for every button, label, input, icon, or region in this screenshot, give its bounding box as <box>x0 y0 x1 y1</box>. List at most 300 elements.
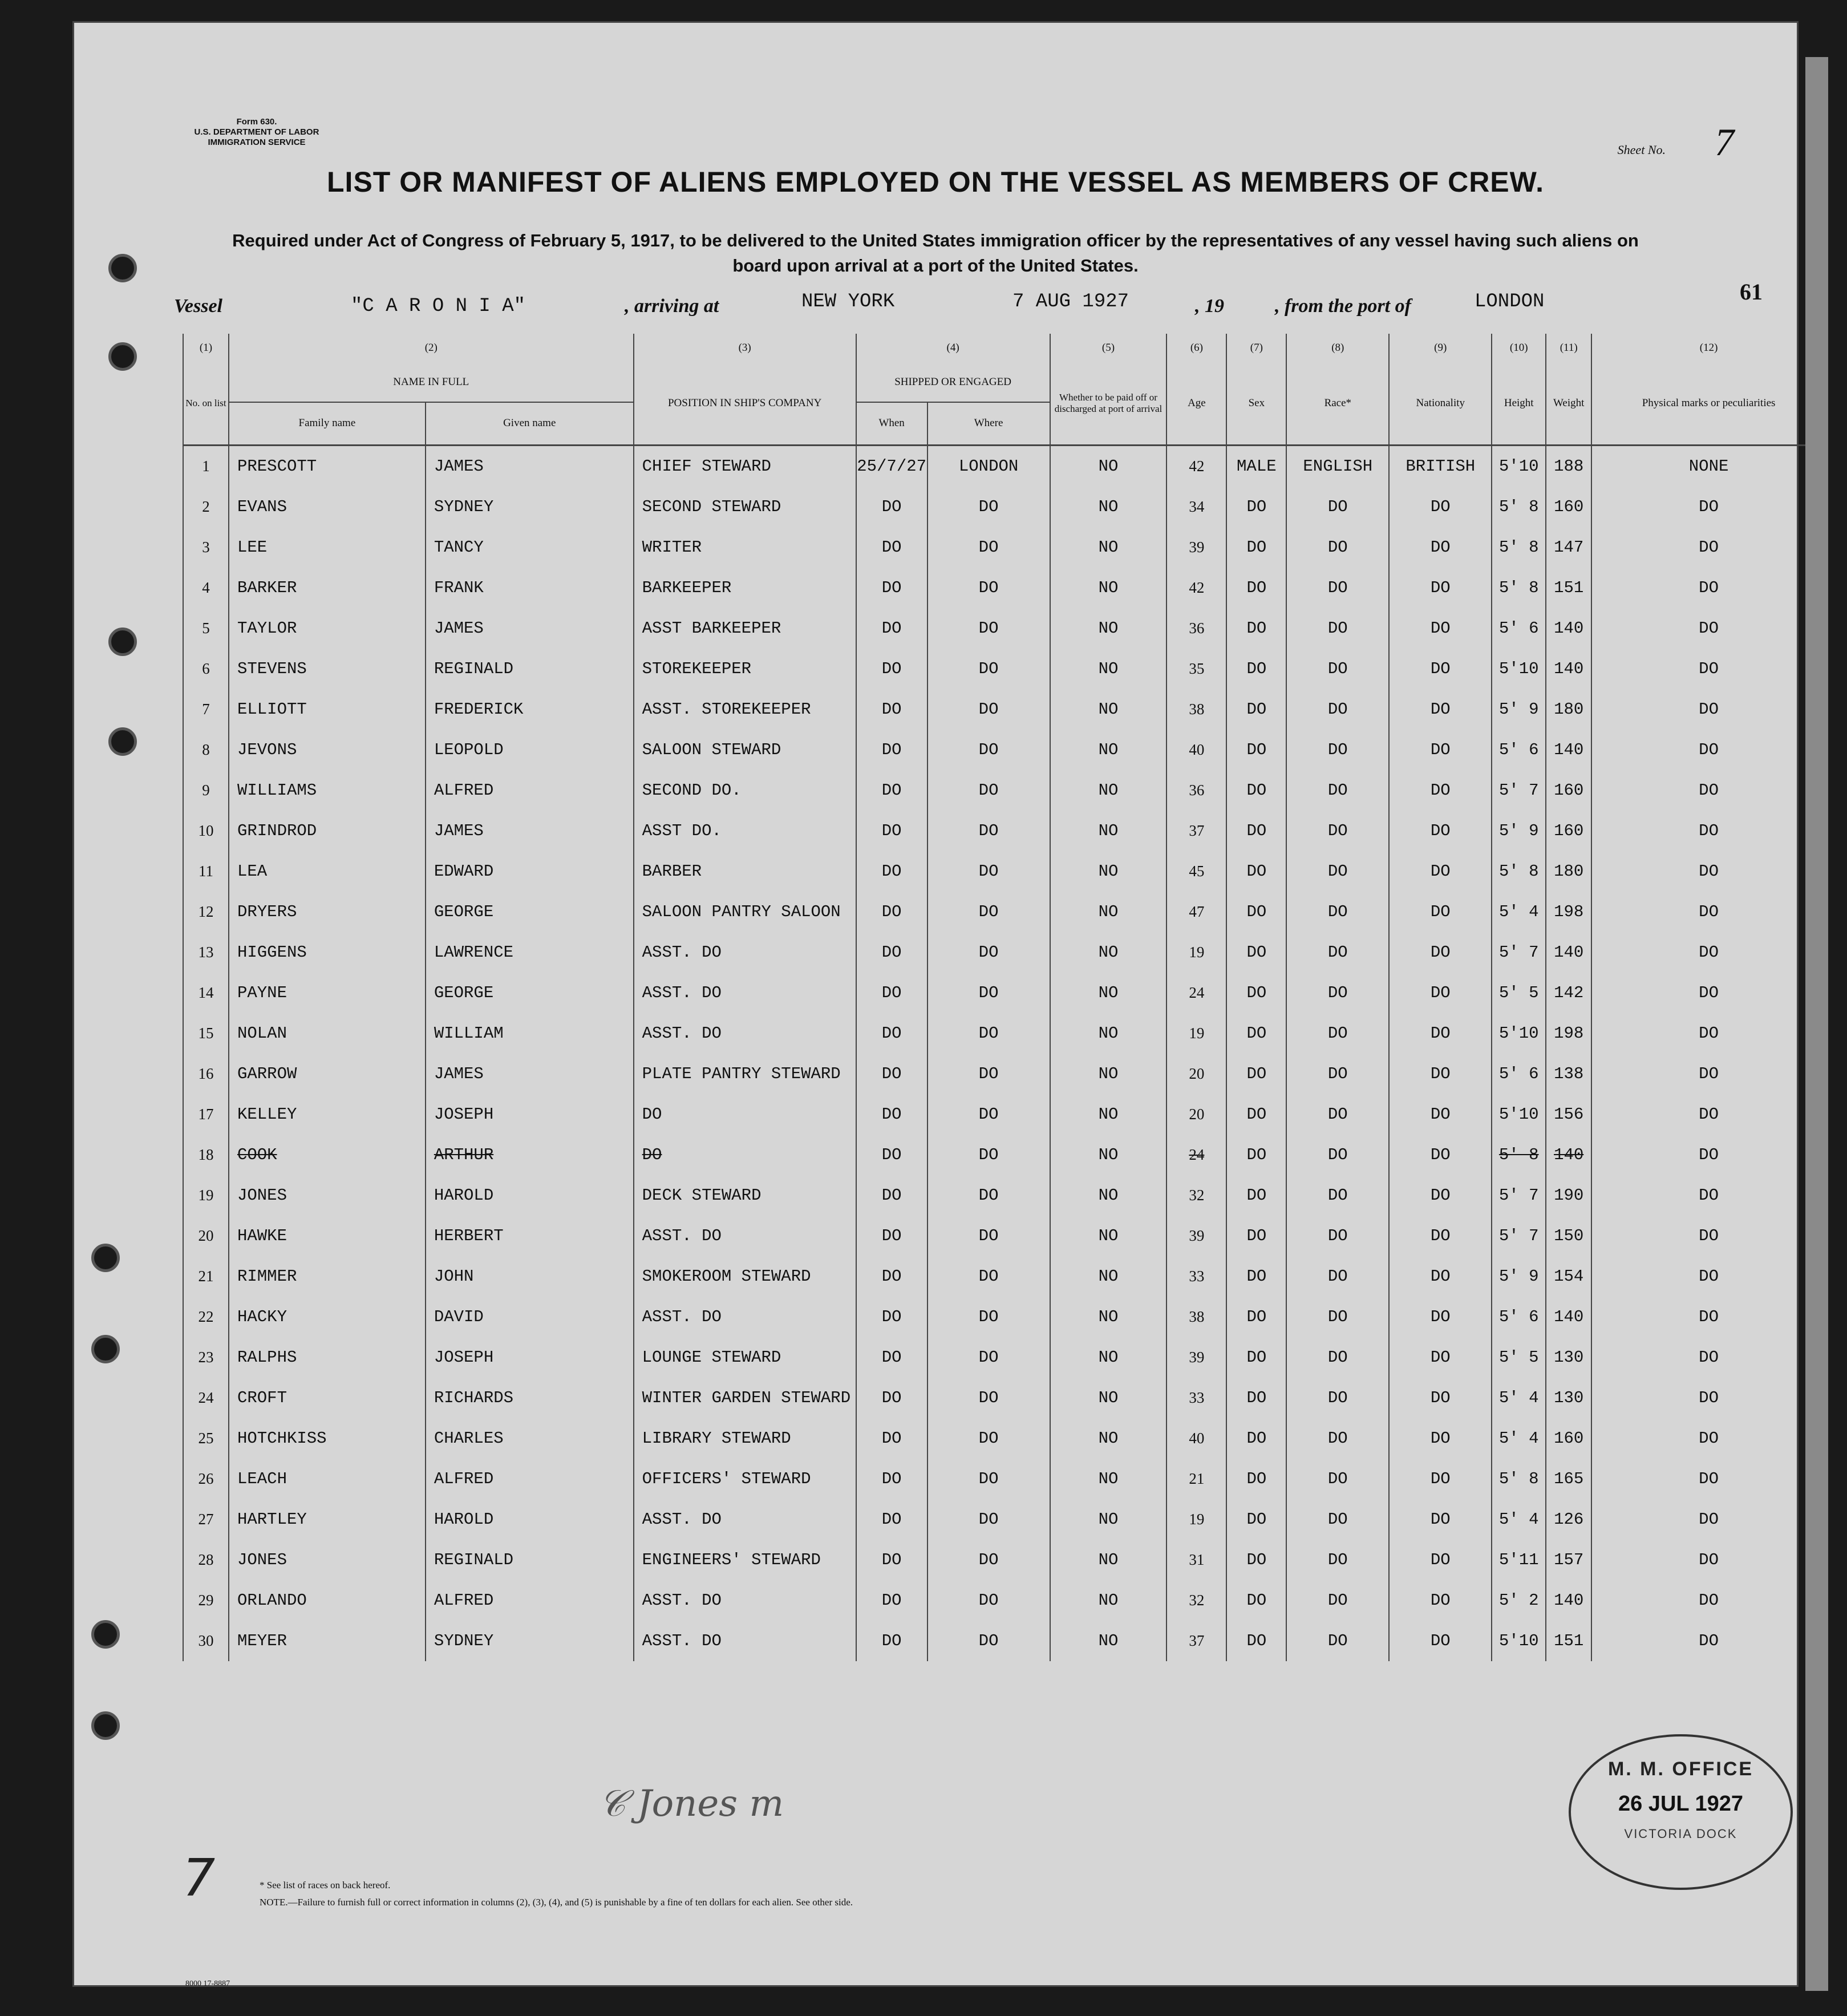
shipped-where-cell: DO <box>927 1499 1050 1540</box>
age-cell: 32 <box>1166 1580 1226 1621</box>
col-num: (6) <box>1166 334 1226 362</box>
height-cell: 5' 6 <box>1492 1297 1546 1337</box>
height-cell: 5' 8 <box>1492 527 1546 568</box>
col-num: (1) <box>183 334 229 362</box>
row-number-cell: 18 <box>183 1135 229 1175</box>
family-name-cell: KELLEY <box>229 1094 426 1135</box>
physical-marks-cell: DO <box>1591 1297 1825 1337</box>
arriving-label: , arriving at <box>625 295 719 317</box>
table-row <box>183 689 1825 730</box>
age-cell: 47 <box>1166 892 1226 932</box>
position-cell: LIBRARY STEWARD <box>634 1418 856 1459</box>
weight-cell: 126 <box>1546 1499 1591 1540</box>
family-name-cell: RALPHS <box>229 1337 426 1378</box>
given-name-cell: JOHN <box>426 1256 634 1297</box>
position-cell: ASST. DO <box>634 973 856 1013</box>
sex-cell: DO <box>1226 932 1286 973</box>
paid-off-cell: NO <box>1050 1175 1167 1216</box>
weight-cell: 140 <box>1546 649 1591 689</box>
physical-marks-cell: DO <box>1591 1216 1825 1256</box>
given-name-cell: FREDERICK <box>426 689 634 730</box>
position-cell: DECK STEWARD <box>634 1175 856 1216</box>
sheet-number: 7 <box>1715 120 1734 164</box>
paid-off-cell: NO <box>1050 1499 1167 1540</box>
age-cell: 36 <box>1166 770 1226 811</box>
given-name-cell: FRANK <box>426 568 634 608</box>
age-cell: 35 <box>1166 649 1226 689</box>
page-number: 61 <box>1740 279 1763 305</box>
sex-cell: DO <box>1226 608 1286 649</box>
paid-off-cell: NO <box>1050 730 1167 770</box>
position-cell: ASST. DO <box>634 1216 856 1256</box>
physical-marks-cell: DO <box>1591 527 1825 568</box>
penalty-note: NOTE.—Failure to furnish full or correct information in columns (2), (3), (4), and (5) is punishable by a fine of ten dollars for each alien. See other side. <box>260 1897 853 1908</box>
given-name-cell: LAWRENCE <box>426 932 634 973</box>
nationality-cell: DO <box>1389 689 1492 730</box>
position-cell: BARBER <box>634 851 856 892</box>
given-name-cell: REGINALD <box>426 649 634 689</box>
year-label: , 19 <box>1195 295 1224 317</box>
shipped-where-cell: DO <box>927 1216 1050 1256</box>
race-cell: DO <box>1286 1621 1389 1661</box>
weight-cell: 160 <box>1546 811 1591 851</box>
nationality-cell: DO <box>1389 1216 1492 1256</box>
height-cell: 5' 7 <box>1492 932 1546 973</box>
shipped-when-cell: DO <box>856 527 927 568</box>
form-header-block <box>137 117 376 148</box>
physical-marks-cell: DO <box>1591 1378 1825 1418</box>
family-name-cell: TAYLOR <box>229 608 426 649</box>
shipped-where-cell: DO <box>927 487 1050 527</box>
punch-hole <box>108 254 137 282</box>
shipped-where-cell: DO <box>927 973 1050 1013</box>
row-number-cell: 16 <box>183 1054 229 1094</box>
sex-cell: DO <box>1226 1094 1286 1135</box>
row-number-cell: 28 <box>183 1540 229 1580</box>
family-name-cell: ELLIOTT <box>229 689 426 730</box>
position-cell: ASST. DO <box>634 1013 856 1054</box>
family-name-cell: RIMMER <box>229 1256 426 1297</box>
sheet-label: Sheet No. <box>1617 143 1666 157</box>
sex-cell: DO <box>1226 527 1286 568</box>
race-note: * See list of races on back hereof. <box>260 1880 391 1890</box>
nationality-cell: DO <box>1389 1459 1492 1499</box>
given-name-cell: GEORGE <box>426 892 634 932</box>
sex-cell: DO <box>1226 1297 1286 1337</box>
nationality-cell: DO <box>1389 1054 1492 1094</box>
stamp-date: 26 JUL 1927 <box>1618 1792 1744 1816</box>
weight-cell: 130 <box>1546 1337 1591 1378</box>
header-name-in-full: NAME IN FULL <box>229 362 634 402</box>
vessel-name: "C A R O N I A" <box>351 295 526 317</box>
shipped-when-cell: DO <box>856 1499 927 1540</box>
punch-hole <box>91 1335 120 1363</box>
weight-cell: 190 <box>1546 1175 1591 1216</box>
shipped-where-cell: DO <box>927 1378 1050 1418</box>
weight-cell: 180 <box>1546 689 1591 730</box>
nationality-cell: DO <box>1389 1094 1492 1135</box>
shipped-when-cell: DO <box>856 568 927 608</box>
given-name-cell: ARTHUR <box>426 1135 634 1175</box>
age-cell: 36 <box>1166 608 1226 649</box>
nationality-cell: DO <box>1389 851 1492 892</box>
shipped-when-cell: DO <box>856 1135 927 1175</box>
race-cell: DO <box>1286 730 1389 770</box>
family-name-cell: BARKER <box>229 568 426 608</box>
header-age: Age <box>1166 362 1226 445</box>
shipped-when-cell: DO <box>856 932 927 973</box>
race-cell: DO <box>1286 1297 1389 1337</box>
col-num: (12) <box>1591 334 1825 362</box>
row-number-cell: 5 <box>183 608 229 649</box>
weight-cell: 160 <box>1546 770 1591 811</box>
given-name-cell: ALFRED <box>426 1580 634 1621</box>
given-name-cell: TANCY <box>426 527 634 568</box>
nationality-cell: DO <box>1389 892 1492 932</box>
nationality-cell: DO <box>1389 973 1492 1013</box>
table-row <box>183 1337 1825 1378</box>
shipped-where-cell: DO <box>927 1094 1050 1135</box>
page-title: LIST OR MANIFEST OF ALIENS EMPLOYED ON THE VESSEL AS MEMBERS OF CREW. <box>327 166 1544 198</box>
shipped-when-cell: DO <box>856 1337 927 1378</box>
height-cell: 5' 9 <box>1492 689 1546 730</box>
position-cell: ASST. DO <box>634 1580 856 1621</box>
sex-cell: DO <box>1226 689 1286 730</box>
race-cell: DO <box>1286 1135 1389 1175</box>
paid-off-cell: NO <box>1050 1135 1167 1175</box>
table-row <box>183 932 1825 973</box>
given-name-cell: JOSEPH <box>426 1094 634 1135</box>
weight-cell: 151 <box>1546 568 1591 608</box>
sex-cell: DO <box>1226 487 1286 527</box>
race-cell: DO <box>1286 932 1389 973</box>
given-name-cell: ALFRED <box>426 770 634 811</box>
family-name-cell: GARROW <box>229 1054 426 1094</box>
height-cell: 5'10 <box>1492 445 1546 487</box>
table-row <box>183 1054 1825 1094</box>
physical-marks-cell: DO <box>1591 1418 1825 1459</box>
table-row <box>183 851 1825 892</box>
age-cell: 32 <box>1166 1175 1226 1216</box>
position-cell: PLATE PANTRY STEWARD <box>634 1054 856 1094</box>
position-cell: ASST. STOREKEEPER <box>634 689 856 730</box>
height-cell: 5' 7 <box>1492 770 1546 811</box>
physical-marks-cell: NONE <box>1591 445 1825 487</box>
weight-cell: 140 <box>1546 1135 1591 1175</box>
family-name-cell: STEVENS <box>229 649 426 689</box>
given-name-cell: JAMES <box>426 1054 634 1094</box>
paid-off-cell: NO <box>1050 689 1167 730</box>
shipped-where-cell: DO <box>927 1459 1050 1499</box>
weight-cell: 140 <box>1546 1297 1591 1337</box>
nationality-cell: DO <box>1389 1297 1492 1337</box>
age-cell: 42 <box>1166 568 1226 608</box>
shipped-where-cell: DO <box>927 1418 1050 1459</box>
weight-cell: 138 <box>1546 1054 1591 1094</box>
given-name-cell: CHARLES <box>426 1418 634 1459</box>
row-number-cell: 27 <box>183 1499 229 1540</box>
shipped-where-cell: DO <box>927 1013 1050 1054</box>
shipped-when-cell: DO <box>856 1216 927 1256</box>
weight-cell: 160 <box>1546 1418 1591 1459</box>
nationality-cell: DO <box>1389 1337 1492 1378</box>
height-cell: 5' 6 <box>1492 608 1546 649</box>
punch-hole <box>108 342 137 371</box>
row-number-cell: 24 <box>183 1378 229 1418</box>
paid-off-cell: NO <box>1050 527 1167 568</box>
race-cell: DO <box>1286 689 1389 730</box>
family-name-cell: EVANS <box>229 487 426 527</box>
shipped-when-cell: DO <box>856 730 927 770</box>
given-name-cell: EDWARD <box>426 851 634 892</box>
sex-cell: DO <box>1226 1013 1286 1054</box>
age-cell: 39 <box>1166 1216 1226 1256</box>
sex-cell: DO <box>1226 1499 1286 1540</box>
row-number-cell: 13 <box>183 932 229 973</box>
weight-cell: 165 <box>1546 1459 1591 1499</box>
given-name-cell: GEORGE <box>426 973 634 1013</box>
race-cell: DO <box>1286 892 1389 932</box>
position-cell: ASST. DO <box>634 932 856 973</box>
shipped-where-cell: DO <box>927 1297 1050 1337</box>
height-cell: 5' 2 <box>1492 1580 1546 1621</box>
physical-marks-cell: DO <box>1591 1499 1825 1540</box>
age-cell: 33 <box>1166 1378 1226 1418</box>
col-num: (2) <box>229 334 634 362</box>
nationality-cell: DO <box>1389 811 1492 851</box>
age-cell: 19 <box>1166 1013 1226 1054</box>
race-cell: DO <box>1286 649 1389 689</box>
col-num: (10) <box>1492 334 1546 362</box>
physical-marks-cell: DO <box>1591 1540 1825 1580</box>
physical-marks-cell: DO <box>1591 1256 1825 1297</box>
row-number-cell: 30 <box>183 1621 229 1661</box>
weight-cell: 140 <box>1546 608 1591 649</box>
race-cell: DO <box>1286 1337 1389 1378</box>
physical-marks-cell: DO <box>1591 1094 1825 1135</box>
paid-off-cell: NO <box>1050 1094 1167 1135</box>
table-row <box>183 527 1825 568</box>
table-row <box>183 1378 1825 1418</box>
age-cell: 21 <box>1166 1459 1226 1499</box>
given-name-cell: RICHARDS <box>426 1378 634 1418</box>
office-stamp <box>1569 1734 1793 1890</box>
age-cell: 38 <box>1166 1297 1226 1337</box>
table-row <box>183 1418 1825 1459</box>
given-name-cell: JAMES <box>426 811 634 851</box>
nationality-cell: DO <box>1389 770 1492 811</box>
height-cell: 5' 8 <box>1492 1459 1546 1499</box>
family-name-cell: HARTLEY <box>229 1499 426 1540</box>
table-row <box>183 1499 1825 1540</box>
given-name-cell: HAROLD <box>426 1499 634 1540</box>
physical-marks-cell: DO <box>1591 1580 1825 1621</box>
physical-marks-cell: DO <box>1591 1135 1825 1175</box>
family-name-cell: WILLIAMS <box>229 770 426 811</box>
weight-cell: 188 <box>1546 445 1591 487</box>
weight-cell: 198 <box>1546 892 1591 932</box>
age-cell: 37 <box>1166 1621 1226 1661</box>
shipped-where-cell: DO <box>927 851 1050 892</box>
punch-hole <box>91 1711 120 1740</box>
weight-cell: 150 <box>1546 1216 1591 1256</box>
shipped-where-cell: DO <box>927 892 1050 932</box>
row-number-cell: 20 <box>183 1216 229 1256</box>
shipped-when-cell: DO <box>856 851 927 892</box>
age-cell: 40 <box>1166 1418 1226 1459</box>
race-cell: DO <box>1286 568 1389 608</box>
paid-off-cell: NO <box>1050 770 1167 811</box>
position-cell: SECOND STEWARD <box>634 487 856 527</box>
race-cell: DO <box>1286 1013 1389 1054</box>
shipped-when-cell: DO <box>856 689 927 730</box>
manifest-page <box>74 23 1797 1988</box>
shipped-when-cell: DO <box>856 487 927 527</box>
height-cell: 5' 8 <box>1492 487 1546 527</box>
height-cell: 5' 4 <box>1492 1499 1546 1540</box>
race-cell: DO <box>1286 811 1389 851</box>
race-cell: DO <box>1286 1540 1389 1580</box>
race-cell: DO <box>1286 1378 1389 1418</box>
row-number-cell: 14 <box>183 973 229 1013</box>
shipped-where-cell: DO <box>927 1580 1050 1621</box>
physical-marks-cell: DO <box>1591 568 1825 608</box>
row-number-cell: 2 <box>183 487 229 527</box>
service-name: IMMIGRATION SERVICE <box>208 137 306 147</box>
physical-marks-cell: DO <box>1591 1013 1825 1054</box>
weight-cell: 151 <box>1546 1621 1591 1661</box>
row-number-cell: 8 <box>183 730 229 770</box>
given-name-cell: WILLIAM <box>426 1013 634 1054</box>
weight-cell: 198 <box>1546 1013 1591 1054</box>
nationality-cell: DO <box>1389 568 1492 608</box>
row-number-cell: 7 <box>183 689 229 730</box>
header-race: Race* <box>1286 362 1389 445</box>
handwritten-mark: 7 <box>183 1848 216 1908</box>
physical-marks-cell: DO <box>1591 1459 1825 1499</box>
paid-off-cell: NO <box>1050 1378 1167 1418</box>
age-cell: 34 <box>1166 487 1226 527</box>
nationality-cell: DO <box>1389 1175 1492 1216</box>
position-cell: ASST. DO <box>634 1297 856 1337</box>
table-row <box>183 1580 1825 1621</box>
height-cell: 5'10 <box>1492 1013 1546 1054</box>
race-cell: DO <box>1286 973 1389 1013</box>
row-number-cell: 21 <box>183 1256 229 1297</box>
race-cell: DO <box>1286 1459 1389 1499</box>
sex-cell: DO <box>1226 568 1286 608</box>
col-num: (4) <box>856 334 1050 362</box>
shipped-where-cell: DO <box>927 1054 1050 1094</box>
header-paid-off: Whether to be paid off or discharged at port of arrival <box>1050 362 1167 445</box>
shipped-when-cell: DO <box>856 1013 927 1054</box>
sex-cell: DO <box>1226 851 1286 892</box>
punch-hole <box>91 1620 120 1649</box>
given-name-cell: JAMES <box>426 445 634 487</box>
nationality-cell: DO <box>1389 1580 1492 1621</box>
table-row <box>183 973 1825 1013</box>
race-cell: DO <box>1286 608 1389 649</box>
physical-marks-cell: DO <box>1591 1621 1825 1661</box>
header-shipped: SHIPPED OR ENGAGED <box>856 362 1050 402</box>
shipped-when-cell: DO <box>856 892 927 932</box>
nationality-cell: DO <box>1389 1378 1492 1418</box>
paid-off-cell: NO <box>1050 1337 1167 1378</box>
shipped-where-cell: DO <box>927 568 1050 608</box>
family-name-cell: HACKY <box>229 1297 426 1337</box>
sex-cell: DO <box>1226 892 1286 932</box>
shipped-when-cell: DO <box>856 1094 927 1135</box>
shipped-where-cell: DO <box>927 527 1050 568</box>
race-cell: DO <box>1286 1418 1389 1459</box>
height-cell: 5' 5 <box>1492 973 1546 1013</box>
punch-hole <box>108 727 137 756</box>
shipped-where-cell: DO <box>927 1337 1050 1378</box>
sex-cell: DO <box>1226 1418 1286 1459</box>
header-sex: Sex <box>1226 362 1286 445</box>
age-cell: 31 <box>1166 1540 1226 1580</box>
given-name-cell: HAROLD <box>426 1175 634 1216</box>
sex-cell: DO <box>1226 1540 1286 1580</box>
table-row <box>183 445 1825 487</box>
family-name-cell: HAWKE <box>229 1216 426 1256</box>
physical-marks-cell: DO <box>1591 608 1825 649</box>
row-number-cell: 25 <box>183 1418 229 1459</box>
shipped-where-cell: DO <box>927 1621 1050 1661</box>
given-name-cell: LEOPOLD <box>426 730 634 770</box>
race-cell: DO <box>1286 1256 1389 1297</box>
position-cell: DO <box>634 1135 856 1175</box>
nationality-cell: DO <box>1389 608 1492 649</box>
physical-marks-cell: DO <box>1591 932 1825 973</box>
sex-cell: DO <box>1226 770 1286 811</box>
race-cell: DO <box>1286 1580 1389 1621</box>
race-cell: DO <box>1286 527 1389 568</box>
given-name-cell: ALFRED <box>426 1459 634 1499</box>
paid-off-cell: NO <box>1050 487 1167 527</box>
shipped-when-cell: DO <box>856 1621 927 1661</box>
family-name-cell: COOK <box>229 1135 426 1175</box>
race-cell: DO <box>1286 1175 1389 1216</box>
family-name-cell: GRINDROD <box>229 811 426 851</box>
height-cell: 5' 5 <box>1492 1337 1546 1378</box>
header-no-on-list: No. on list <box>183 362 229 445</box>
age-cell: 24 <box>1166 973 1226 1013</box>
row-number-cell: 1 <box>183 445 229 487</box>
shipped-when-cell: 25/7/27 <box>856 445 927 487</box>
family-name-cell: LEA <box>229 851 426 892</box>
paid-off-cell: NO <box>1050 932 1167 973</box>
paid-off-cell: NO <box>1050 608 1167 649</box>
sex-cell: DO <box>1226 1621 1286 1661</box>
sex-cell: DO <box>1226 811 1286 851</box>
position-cell: DO <box>634 1094 856 1135</box>
weight-cell: 140 <box>1546 1580 1591 1621</box>
given-name-cell: SYDNEY <box>426 487 634 527</box>
shipped-when-cell: DO <box>856 1418 927 1459</box>
header-when: When <box>856 402 927 445</box>
weight-cell: 140 <box>1546 932 1591 973</box>
family-name-cell: HIGGENS <box>229 932 426 973</box>
table-row <box>183 568 1825 608</box>
row-number-cell: 22 <box>183 1297 229 1337</box>
position-cell: ASST DO. <box>634 811 856 851</box>
col-num: (3) <box>634 334 856 362</box>
race-cell: DO <box>1286 1094 1389 1135</box>
position-cell: CHIEF STEWARD <box>634 445 856 487</box>
race-cell: DO <box>1286 1499 1389 1540</box>
family-name-cell: MEYER <box>229 1621 426 1661</box>
